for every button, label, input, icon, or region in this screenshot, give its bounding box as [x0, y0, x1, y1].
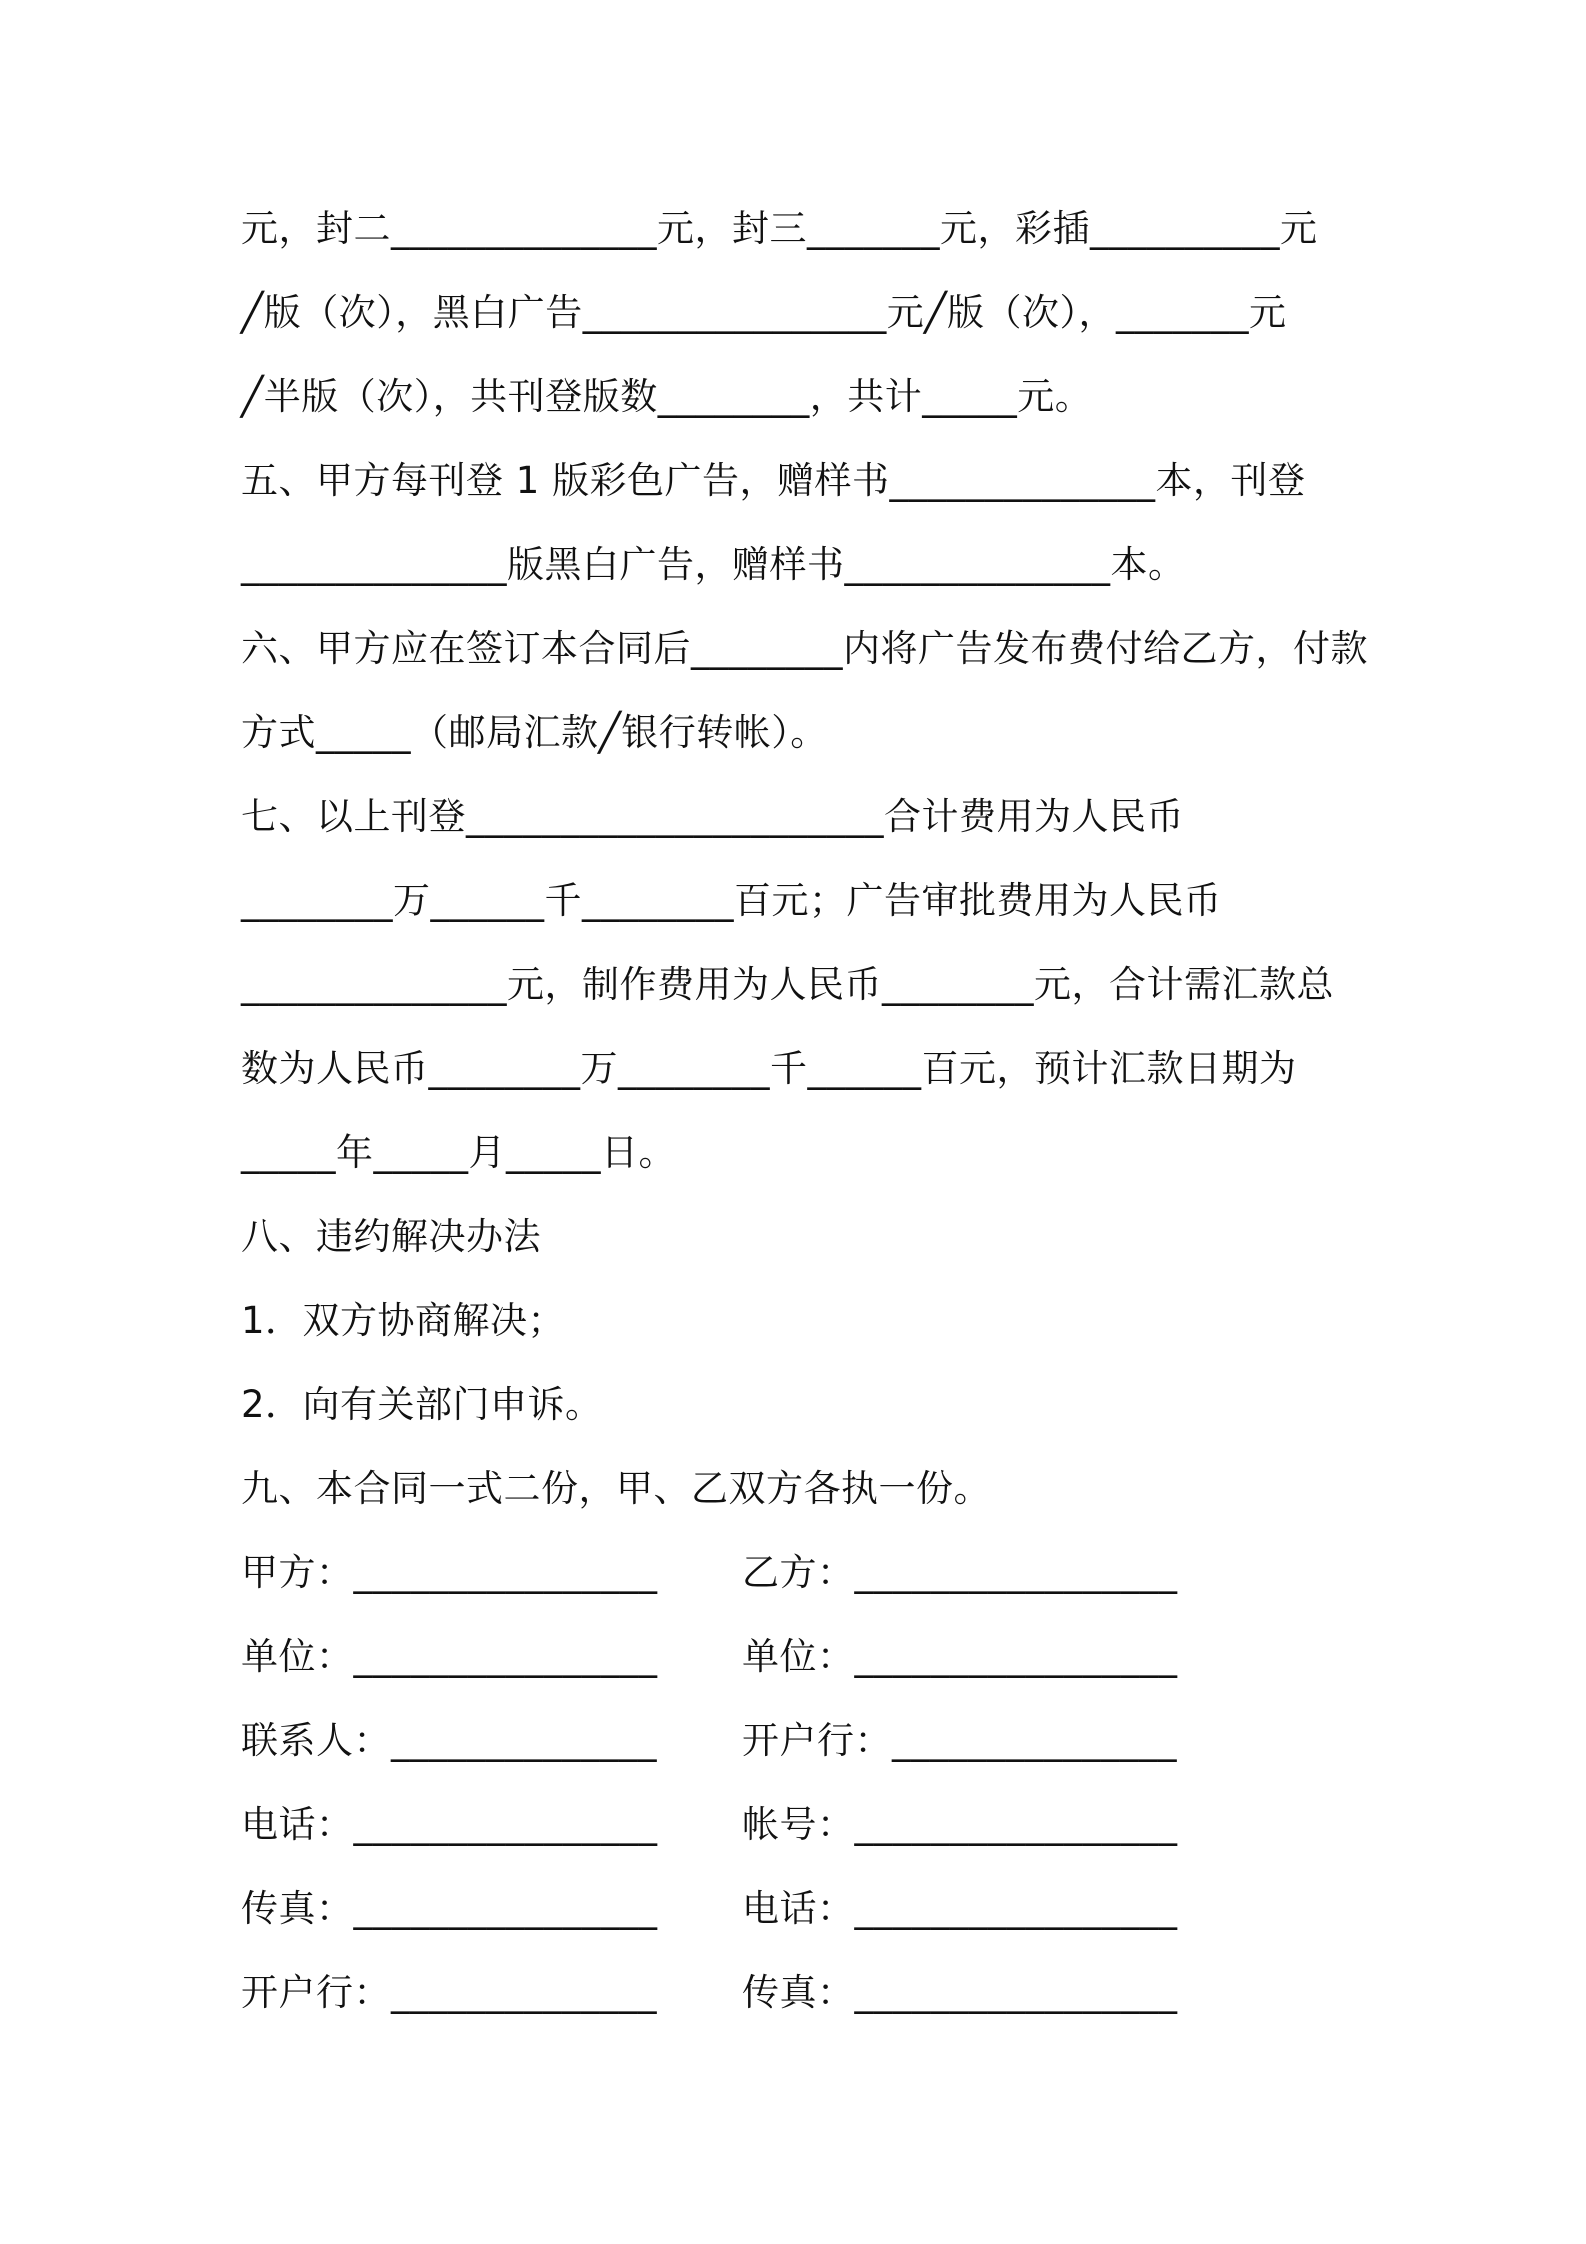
party-a-field: 甲方：________________	[241, 1551, 658, 1594]
clause-6-line-2: 方式_____（邮局汇款╱银行转帐）。	[241, 711, 828, 754]
party-b-fax-field: 传真：_________________	[742, 1971, 1178, 2014]
clause-6-line-1: 六、甲方应在签订本合同后________内将广告发布费付给乙方，付款	[241, 627, 1368, 670]
party-a-contact-field: 联系人：______________	[241, 1719, 657, 1762]
party-a-fax-field: 传真：________________	[241, 1887, 658, 1930]
clause-8-heading: 八、违约解决办法	[241, 1215, 541, 1258]
clause-5-line-2: ______________版黑白广告，赠样书______________本。	[241, 543, 1186, 586]
clause-4-line-1: 元，封二______________元，封三_______元，彩插__________元	[241, 207, 1318, 250]
party-a-phone-field: 电话：________________	[241, 1803, 658, 1846]
party-b-phone-field: 电话：_________________	[742, 1887, 1178, 1930]
clause-7-line-1: 七、以上刊登______________________合计费用为人民币	[241, 795, 1184, 838]
clause-8-item-1: 1．双方协商解决；	[241, 1299, 566, 1342]
clause-7-line-5: _____年_____月_____日。	[241, 1131, 676, 1174]
clause-4-line-3: ╱半版（次），共刊登版数________，共计_____元。	[241, 375, 1093, 418]
party-b-account-field: 帐号：_________________	[742, 1803, 1178, 1846]
clause-7-line-4: 数为人民币________万________千______百元，预计汇款日期为	[241, 1047, 1297, 1090]
clause-7-line-3: ______________元，制作费用为人民币________元，合计需汇款总	[241, 963, 1334, 1006]
clause-4-line-2: ╱版（次），黑白广告________________元╱版（次），_______元	[241, 291, 1287, 334]
clause-5-line-1: 五、甲方每刊登 1 版彩色广告，赠样书______________本，刊登	[241, 459, 1306, 502]
clause-8-item-2: 2．向有关部门申诉。	[241, 1383, 603, 1426]
clause-9-line: 九、本合同一式二份，甲、乙双方各执一份。	[241, 1467, 991, 1510]
party-b-bank-field: 开户行：_______________	[742, 1719, 1177, 1762]
party-a-bank-field: 开户行：______________	[241, 1971, 657, 2014]
party-b-unit-field: 单位：_________________	[742, 1635, 1178, 1678]
party-b-field: 乙方：_________________	[742, 1551, 1178, 1594]
party-a-unit-field: 单位：________________	[241, 1635, 658, 1678]
clause-7-line-2: ________万______千________百元；广告审批费用为人民币	[241, 879, 1222, 922]
